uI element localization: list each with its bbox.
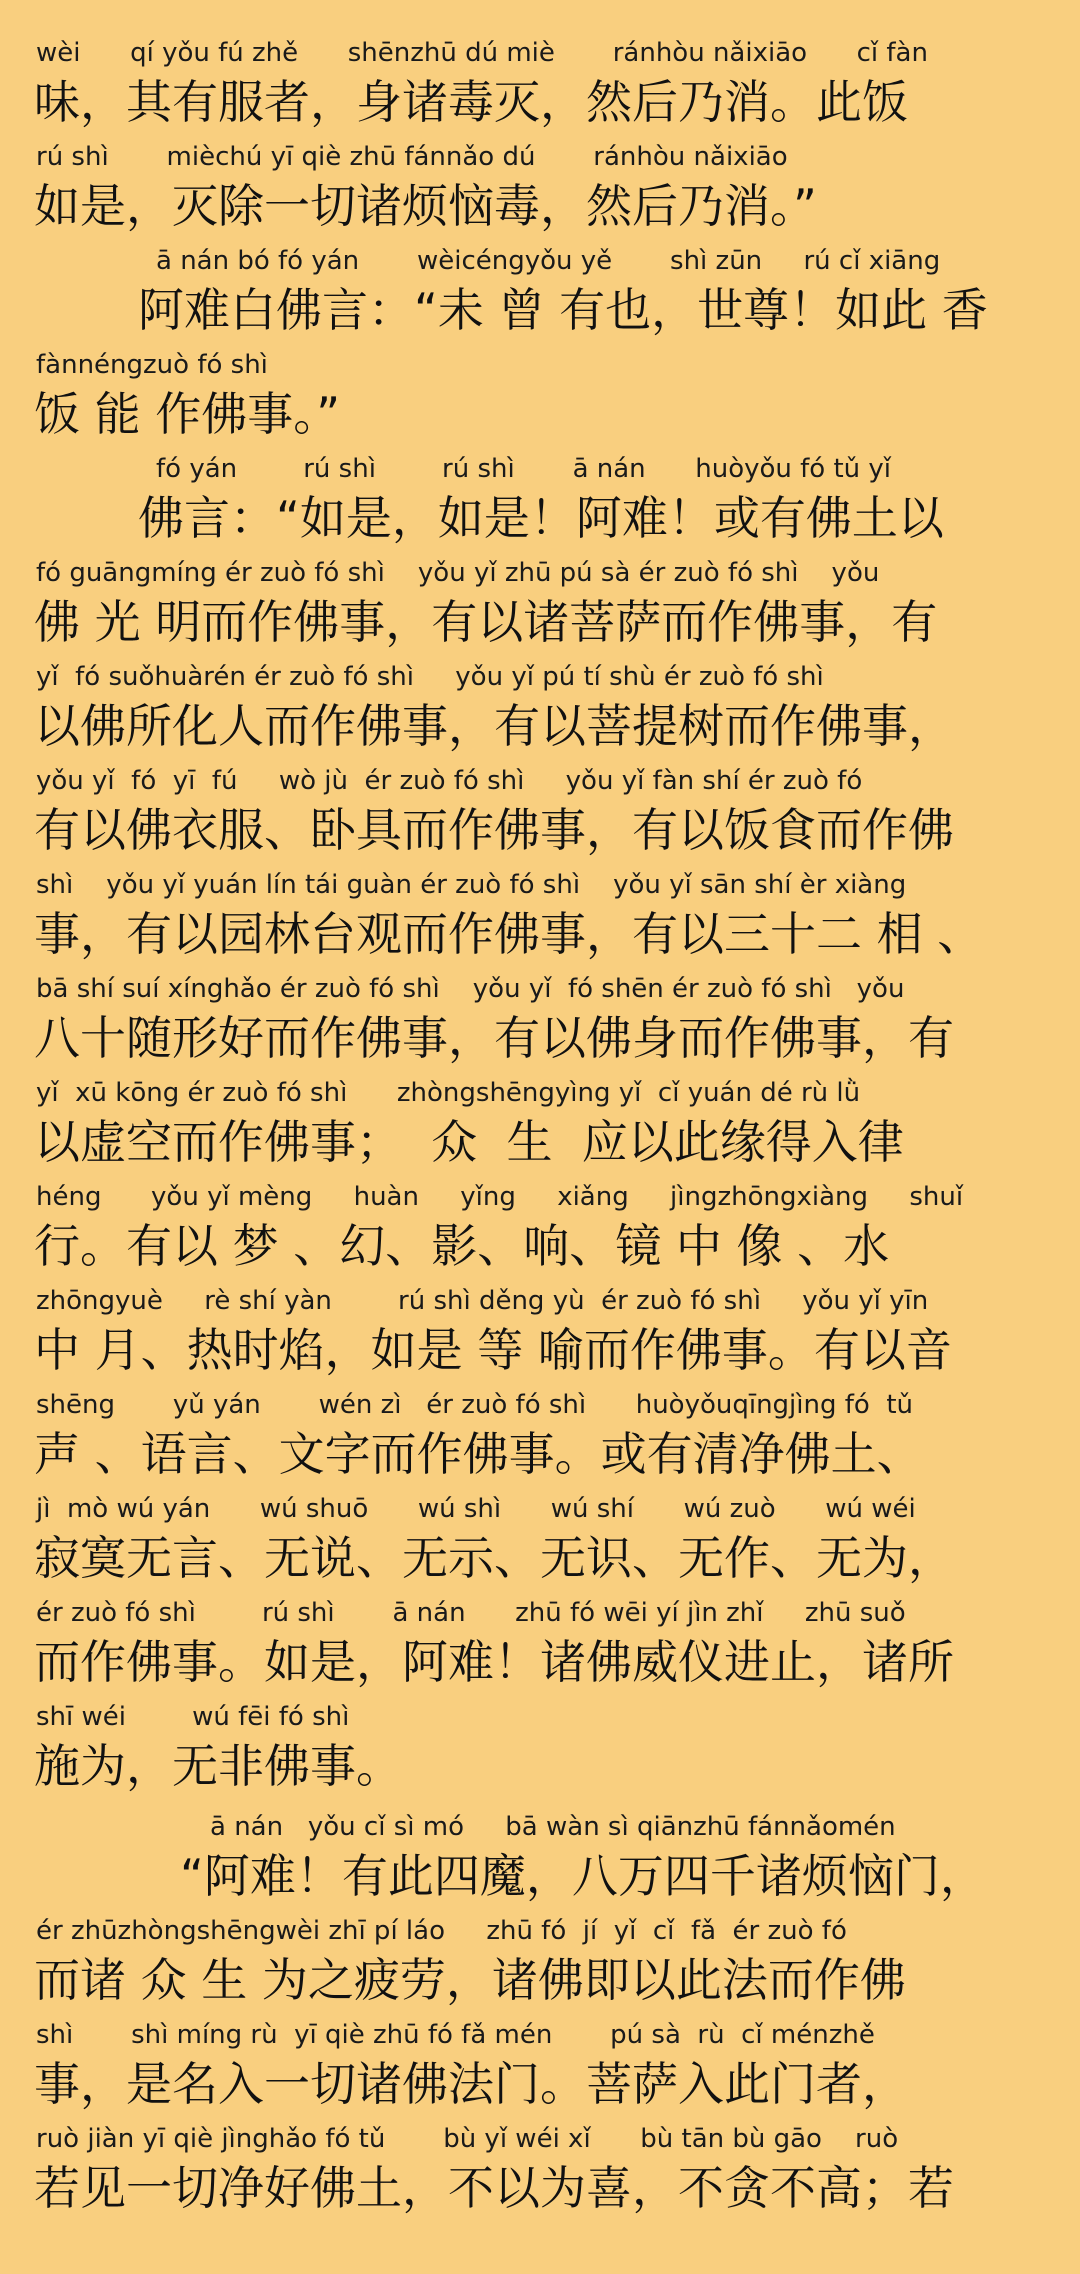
- text-line-4: 饭 能 作佛事。”: [34, 387, 341, 441]
- pinyin-line-18: ā nán yǒu cǐ sì mó bā wàn sì qiānzhū fánnǎomén: [210, 1812, 896, 1842]
- text-line-6: 佛 光 明而作佛事，有以诸菩萨而作佛事，有: [34, 595, 938, 649]
- pinyin-line-8: yǒu yǐ fó yī fú wò jù ér zuò fó shì yǒu yǐ fàn shí ér zuò fó: [36, 766, 863, 796]
- pinyin-line-1: wèi qí yǒu fú zhě shēnzhū dú miè ránhòu nǎixiāo cǐ fàn: [36, 38, 928, 68]
- text-line-13: 中 月、热时焰，如是 等 喻而作佛事。有以音: [34, 1323, 952, 1377]
- text-line-14: 声 、语言、文字而作佛事。或有清净佛土、: [34, 1427, 923, 1481]
- text-line-3: 阿难白佛言：“未 曾 有也，世尊！如此 香: [138, 283, 988, 337]
- text-line-8: 有以佛衣服、卧具而作佛事，有以饭食而作佛: [34, 803, 954, 857]
- text-line-18: “阿难！有此四魔，八万四千诸烦恼门，: [180, 1849, 986, 1903]
- pinyin-line-15: jì mò wú yán wú shuō wú shì wú shí wú zuò wú wéi: [36, 1494, 916, 1524]
- pinyin-line-16: ér zuò fó shì rú shì ā nán zhū fó wēi yí jìn zhǐ zhū suǒ: [36, 1598, 906, 1628]
- pinyin-line-5: fó yán rú shì rú shì ā nán huòyǒu fó tǔ yǐ: [156, 454, 892, 484]
- pinyin-line-4: fànnéngzuò fó shì: [36, 350, 268, 380]
- text-line-15: 寂寞无言、无说、无示、无识、无作、无为，: [34, 1531, 954, 1585]
- pinyin-line-3: ā nán bó fó yán wèicéngyǒu yě shì zūn rú cǐ xiāng: [156, 246, 941, 276]
- pinyin-line-14: shēng yǔ yán wén zì ér zuò fó shì huòyǒuqīngjìng fó tǔ: [36, 1390, 914, 1420]
- text-line-7: 以佛所化人而作佛事，有以菩提树而作佛事，: [34, 699, 954, 753]
- text-line-9: 事，有以园林台观而作佛事，有以三十二 相 、: [34, 907, 984, 961]
- pinyin-line-19: ér zhūzhòngshēngwèi zhī pí láo zhū fó jí yǐ cǐ fǎ ér zuò fó: [36, 1916, 847, 1946]
- pinyin-line-10: bā shí suí xínghǎo ér zuò fó shì yǒu yǐ fó shēn ér zuò fó shì yǒu: [36, 974, 905, 1004]
- text-line-16: 而作佛事。如是，阿难！诸佛威仪进止，诸所: [34, 1635, 954, 1689]
- text-line-20: 事，是名入一切诸佛法门。菩萨入此门者，: [34, 2057, 908, 2111]
- text-line-11: 以虚空而作佛事； 众 生 应以此缘得入律: [34, 1115, 904, 1169]
- text-line-5: 佛言：“如是，如是！阿难！或有佛土以: [138, 491, 944, 545]
- text-line-17: 施为，无非佛事。: [34, 1739, 402, 1793]
- text-line-2: 如是，灭除一切诸烦恼毒，然后乃消。”: [34, 179, 817, 233]
- pinyin-line-17: shī wéi wú fēi fó shì: [36, 1702, 350, 1732]
- pinyin-line-20: shì shì míng rù yī qiè zhū fó fǎ mén pú sà rù cǐ ménzhě: [36, 2020, 875, 2050]
- text-line-12: 行。有以 梦 、幻、影、响、镜 中 像 、水: [34, 1219, 890, 1273]
- pinyin-line-2: rú shì mièchú yī qiè zhū fánnǎo dú ránhòu nǎixiāo: [36, 142, 788, 172]
- pinyin-line-13: zhōngyuè rè shí yàn rú shì děng yù ér zuò fó shì yǒu yǐ yīn: [36, 1286, 929, 1316]
- text-line-1: 味，其有服者，身诸毒灭，然后乃消。此饭: [34, 75, 908, 129]
- pinyin-line-11: yǐ xū kōng ér zuò fó shì zhòngshēngyìng yǐ cǐ yuán dé rù lǜ: [36, 1078, 861, 1108]
- pinyin-line-7: yǐ fó suǒhuàrén ér zuò fó shì yǒu yǐ pú tí shù ér zuò fó shì: [36, 662, 824, 692]
- pinyin-line-21: ruò jiàn yī qiè jìnghǎo fó tǔ bù yǐ wéi xǐ bù tān bù gāo ruò: [36, 2124, 899, 2154]
- text-line-21: 若见一切净好佛土，不以为喜，不贪不高；若: [34, 2161, 954, 2215]
- pinyin-line-9: shì yǒu yǐ yuán lín tái guàn ér zuò fó shì yǒu yǐ sān shí èr xiàng: [36, 870, 907, 900]
- pinyin-line-12: héng yǒu yǐ mèng huàn yǐng xiǎng jìngzhōngxiàng shuǐ: [36, 1182, 964, 1212]
- pinyin-line-6: fó guāngmíng ér zuò fó shì yǒu yǐ zhū pú sà ér zuò fó shì yǒu: [36, 558, 880, 588]
- text-line-19: 而诸 众 生 为之疲劳，诸佛即以此法而作佛: [34, 1953, 906, 2007]
- text-line-10: 八十随形好而作佛事，有以佛身而作佛事，有: [34, 1011, 954, 1065]
